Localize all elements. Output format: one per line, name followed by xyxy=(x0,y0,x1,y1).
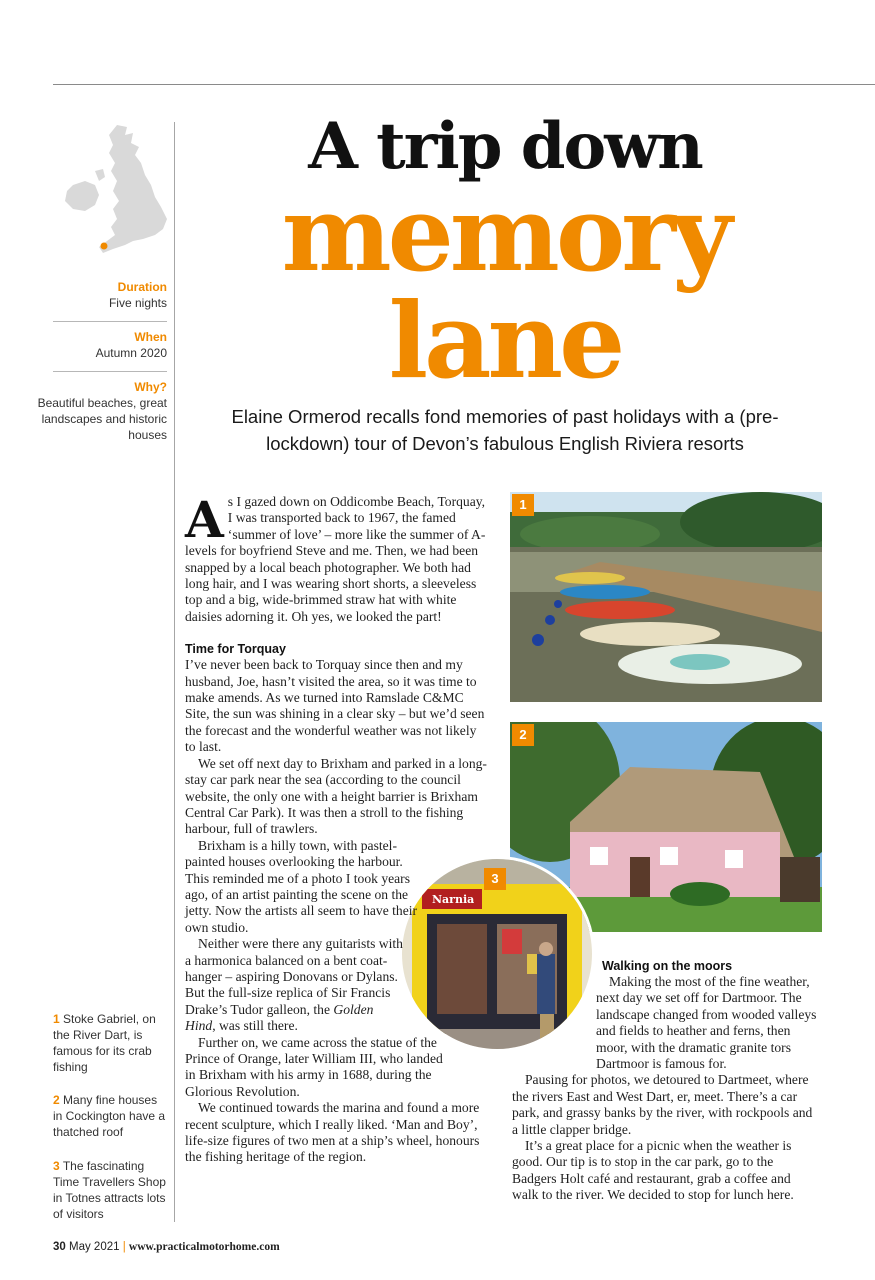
paragraph xyxy=(185,936,403,1034)
fact-value: Autumn 2020 xyxy=(95,346,167,360)
photo-number-badge: 1 xyxy=(512,494,534,516)
fact-value: Beautiful beaches, great landscapes and historic houses xyxy=(37,396,167,442)
photo-number-badge: 2 xyxy=(512,724,534,746)
footer-separator: | xyxy=(122,1241,126,1253)
headline-line-2: memory xyxy=(281,172,729,295)
paragraph: Further on, we came across the statue of the Prince of Orange, later William III, who landed in Brixham with his army in 1688, during the Glorious Revolution. xyxy=(185,1034,443,1099)
divider xyxy=(53,321,167,322)
paragraph-text: Neither were there any guitarists with a harmonica balanced on a bent coat-hanger – aspiring Donovans or Dylans. But the full-size replica of Sir Francis Drake’s Tudor galleon, the xyxy=(185,936,403,1017)
paragraph: Pausing for photos, we detoured to Dartmeet, where the rivers East and West Dart, er, meet. There’s a car park, and grassy banks by the river, with rockpools and a little clapper bridge. xyxy=(512,1072,813,1137)
divider xyxy=(53,371,167,372)
article-column-left xyxy=(185,490,490,1166)
photo-stoke-gabriel xyxy=(510,492,822,702)
caption-number: 3 xyxy=(53,1159,60,1173)
fact-label: When xyxy=(134,330,167,344)
caption-number: 1 xyxy=(53,1012,60,1026)
caption-text: The fascinating Time Travellers Shop in Totnes attracts lots of visitors xyxy=(53,1159,166,1221)
boats-image xyxy=(510,492,822,702)
intro-paragraph: s I gazed down on Oddicombe Beach, Torquay, I was transported back to 1967, the famed ‘summer of love’ – more like the summer of A-levels for boyfriend Steve and me. Then, we had been snapped by a local beach photographer. We both had long hair, and I was wearing short shorts, a sleeveless top and a big, wide-brimmed straw hat with white daisies adorning it. Oh yes, we looked the part! xyxy=(185,494,486,624)
paragraph: It’s a great place for a picnic when the weather is good. Our tip is to stop in the car park, go to the Badgers Holt café and restaurant, grab a coffee and walk to the river. We decided to stop for lunch here. xyxy=(512,1138,794,1203)
caption-1 xyxy=(53,1011,168,1075)
fact-when xyxy=(37,329,167,361)
paragraph: We continued towards the marina and found a more recent sculpture, which I really liked. ‘Man and Boy’, life-size figures of two men at a ship’s wheel, honours the fishing heritage of the region. xyxy=(185,1100,480,1165)
page-number: 30 xyxy=(53,1241,66,1253)
subheading-moors: Walking on the moors xyxy=(602,959,733,973)
paragraph: I’ve never been back to Torquay since then and my husband, Joe, hasn’t visited the area, so it was time to make amends. As we turned into Ramslade C&MC Site, the sun was shining in a clear sky – but we’d seen the forecast and the wonderful weather was not likely to last. xyxy=(185,657,485,755)
website-link[interactable]: www.practicalmotorhome.com xyxy=(128,1241,280,1253)
fact-why xyxy=(37,379,167,443)
paragraph-text: , was still there. xyxy=(212,1018,298,1034)
caption-2 xyxy=(53,1092,168,1140)
caption-3 xyxy=(53,1158,168,1222)
caption-number: 2 xyxy=(53,1093,60,1107)
paragraph: We set off next day to Brixham and parked in a long-stay car park near the sea (according to the council website, the only one with a height barrier is Brixham Central Car Park). It was then a stroll to the fishing harbour, full of trawlers. xyxy=(185,755,487,837)
paragraph: Brixham is a hilly town, with pastel-painted houses overlooking the harbour. This reminded me of a photo I took years ago, of an artist painting the scene on the jetty. Now the artists all seem to have their own studio. xyxy=(185,837,418,935)
shop-sign: Narnia xyxy=(432,893,475,906)
fact-value: Five nights xyxy=(108,296,167,310)
drop-cap: A xyxy=(185,490,224,549)
fact-label: Why? xyxy=(134,380,167,394)
caption-text: Stoke Gabriel, on the River Dart, is famous for its crab fishing xyxy=(53,1012,156,1074)
fact-label: Duration xyxy=(117,280,167,294)
caption-text: Many fine houses in Cockington have a thatched roof xyxy=(53,1093,166,1139)
paragraph: Making the most of the fine weather, next day we set off for Dartmoor. The landscape changed from wooded valleys and fields to heather and ferns, then moor, with the dramatic granite tors Dartmoor is famous for. xyxy=(596,974,817,1072)
top-rule xyxy=(53,84,875,85)
sidebar-rule xyxy=(174,122,175,1222)
fact-duration xyxy=(37,279,167,311)
headline-line-3: lane xyxy=(388,279,622,402)
page-footer xyxy=(53,1241,280,1253)
uk-map-icon xyxy=(55,123,170,258)
article-column-right xyxy=(512,958,817,1204)
photo-number-badge: 3 xyxy=(484,868,506,890)
standfirst: Elaine Ormerod recalls fond memories of past holidays with a (pre-lockdown) tour of Devon’s fabulous English Riviera resorts xyxy=(231,406,779,454)
headline-line-1: A trip down xyxy=(308,109,702,184)
issue-date: May 2021 xyxy=(69,1241,120,1253)
ship-name: Golden Hind xyxy=(185,1001,374,1034)
subheading-torquay: Time for Torquay xyxy=(185,642,286,657)
